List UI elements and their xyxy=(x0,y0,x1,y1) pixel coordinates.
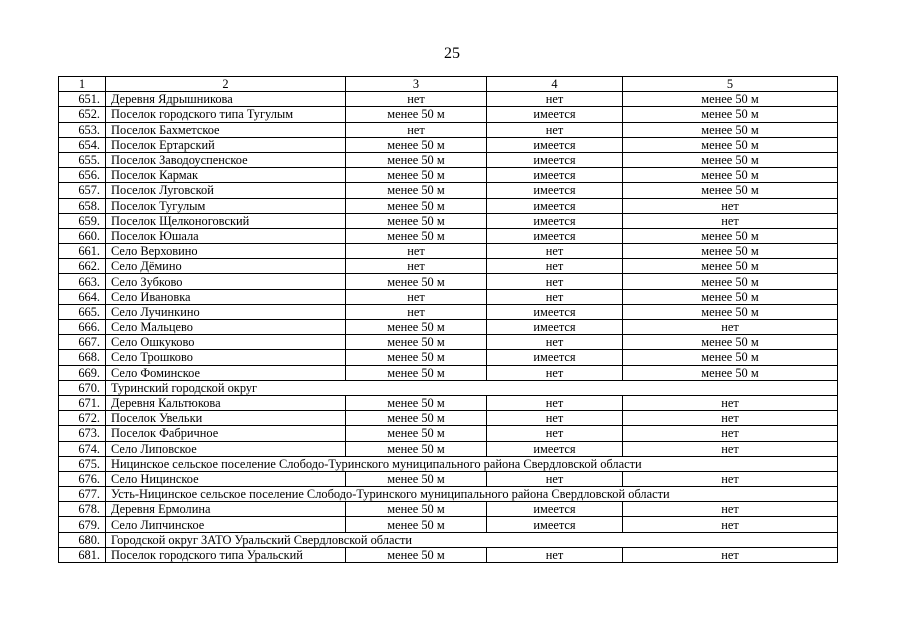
row-number-cell: 679. xyxy=(59,517,106,532)
column-4-cell: имеется xyxy=(487,168,623,183)
table-section-row xyxy=(59,487,838,502)
settlement-name-cell: Деревня Ядрышникова xyxy=(106,92,346,107)
column-5-cell: менее 50 м xyxy=(623,259,838,274)
table-row xyxy=(59,213,838,228)
table-row xyxy=(59,228,838,243)
column-5-cell: нет xyxy=(623,441,838,456)
column-3-cell: нет xyxy=(346,92,487,107)
column-3-cell: менее 50 м xyxy=(346,274,487,289)
table-row xyxy=(59,259,838,274)
section-title-cell: Усть-Ницинское сельское поселение Слободо-Туринского муниципального района Свердловской области xyxy=(106,487,838,502)
settlement-name-cell: Поселок Ертарский xyxy=(106,137,346,152)
column-4-cell: имеется xyxy=(487,350,623,365)
column-4-cell: нет xyxy=(487,411,623,426)
settlement-name-cell: Село Лучинкино xyxy=(106,304,346,319)
column-4-cell: имеется xyxy=(487,137,623,152)
table-section-row xyxy=(59,380,838,395)
table-row xyxy=(59,107,838,122)
column-4-cell: имеется xyxy=(487,107,623,122)
column-3-cell: менее 50 м xyxy=(346,183,487,198)
column-4-cell: имеется xyxy=(487,502,623,517)
header-cell: 1 xyxy=(59,77,106,92)
settlement-name-cell: Село Верховино xyxy=(106,244,346,259)
settlement-name-cell: Поселок Фабричное xyxy=(106,426,346,441)
row-number-cell: 654. xyxy=(59,137,106,152)
table-row xyxy=(59,426,838,441)
settlement-name-cell: Поселок Тугулым xyxy=(106,198,346,213)
column-3-cell: нет xyxy=(346,259,487,274)
column-4-cell: имеется xyxy=(487,198,623,213)
row-number-cell: 660. xyxy=(59,228,106,243)
column-4-cell: нет xyxy=(487,395,623,410)
row-number-cell: 677. xyxy=(59,487,106,502)
column-3-cell: менее 50 м xyxy=(346,426,487,441)
column-5-cell: менее 50 м xyxy=(623,92,838,107)
column-3-cell: менее 50 м xyxy=(346,335,487,350)
table-row xyxy=(59,502,838,517)
header-cell: 4 xyxy=(487,77,623,92)
section-title-cell: Ницинское сельское поселение Слободо-Туринского муниципального района Свердловской области xyxy=(106,456,838,471)
column-5-cell: менее 50 м xyxy=(623,183,838,198)
column-4-cell: имеется xyxy=(487,441,623,456)
row-number-cell: 651. xyxy=(59,92,106,107)
table-row xyxy=(59,411,838,426)
column-3-cell: менее 50 м xyxy=(346,547,487,562)
column-5-cell: нет xyxy=(623,471,838,486)
row-number-cell: 670. xyxy=(59,380,106,395)
column-5-cell: нет xyxy=(623,426,838,441)
column-5-cell: нет xyxy=(623,198,838,213)
table-row xyxy=(59,244,838,259)
column-4-cell: нет xyxy=(487,244,623,259)
column-4-cell: нет xyxy=(487,289,623,304)
table-row xyxy=(59,335,838,350)
row-number-cell: 656. xyxy=(59,168,106,183)
column-3-cell: менее 50 м xyxy=(346,168,487,183)
column-5-cell: менее 50 м xyxy=(623,152,838,167)
settlement-name-cell: Село Зубково xyxy=(106,274,346,289)
column-3-cell: нет xyxy=(346,289,487,304)
table-row xyxy=(59,122,838,137)
table-row xyxy=(59,304,838,319)
column-3-cell: менее 50 м xyxy=(346,471,487,486)
column-4-cell: нет xyxy=(487,365,623,380)
column-5-cell: менее 50 м xyxy=(623,289,838,304)
column-4-cell: нет xyxy=(487,426,623,441)
column-3-cell: менее 50 м xyxy=(346,502,487,517)
column-5-cell: менее 50 м xyxy=(623,335,838,350)
settlement-name-cell: Поселок Юшала xyxy=(106,228,346,243)
page-number: 25 xyxy=(444,45,460,62)
row-number-cell: 669. xyxy=(59,365,106,380)
row-number-cell: 672. xyxy=(59,411,106,426)
column-3-cell: нет xyxy=(346,304,487,319)
table-row xyxy=(59,441,838,456)
column-3-cell: менее 50 м xyxy=(346,107,487,122)
row-number-cell: 673. xyxy=(59,426,106,441)
column-5-cell: нет xyxy=(623,213,838,228)
column-5-cell: нет xyxy=(623,502,838,517)
table-section-row xyxy=(59,532,838,547)
column-5-cell: менее 50 м xyxy=(623,107,838,122)
header-cell: 2 xyxy=(106,77,346,92)
row-number-cell: 663. xyxy=(59,274,106,289)
settlement-name-cell: Село Дёмино xyxy=(106,259,346,274)
column-3-cell: менее 50 м xyxy=(346,198,487,213)
column-3-cell: менее 50 м xyxy=(346,365,487,380)
row-number-cell: 676. xyxy=(59,471,106,486)
row-number-cell: 674. xyxy=(59,441,106,456)
row-number-cell: 668. xyxy=(59,350,106,365)
column-4-cell: нет xyxy=(487,471,623,486)
column-3-cell: менее 50 м xyxy=(346,441,487,456)
column-4-cell: нет xyxy=(487,335,623,350)
settlement-name-cell: Поселок Заводоуспенское xyxy=(106,152,346,167)
column-5-cell: нет xyxy=(623,320,838,335)
column-4-cell: имеется xyxy=(487,228,623,243)
settlement-name-cell: Деревня Кальтюкова xyxy=(106,395,346,410)
column-5-cell: менее 50 м xyxy=(623,274,838,289)
table-header-row xyxy=(59,77,838,92)
table-row xyxy=(59,137,838,152)
row-number-cell: 675. xyxy=(59,456,106,471)
header-cell: 3 xyxy=(346,77,487,92)
column-5-cell: менее 50 м xyxy=(623,350,838,365)
table-row xyxy=(59,198,838,213)
column-5-cell: менее 50 м xyxy=(623,137,838,152)
column-3-cell: менее 50 м xyxy=(346,320,487,335)
row-number-cell: 652. xyxy=(59,107,106,122)
table-section-row xyxy=(59,456,838,471)
table-row xyxy=(59,547,838,562)
settlement-name-cell: Поселок Луговской xyxy=(106,183,346,198)
settlement-name-cell: Деревня Ермолина xyxy=(106,502,346,517)
row-number-cell: 671. xyxy=(59,395,106,410)
column-5-cell: нет xyxy=(623,547,838,562)
row-number-cell: 655. xyxy=(59,152,106,167)
settlement-name-cell: Поселок городского типа Уральский xyxy=(106,547,346,562)
settlement-name-cell: Поселок Бахметское xyxy=(106,122,346,137)
column-5-cell: менее 50 м xyxy=(623,304,838,319)
column-4-cell: имеется xyxy=(487,320,623,335)
settlement-name-cell: Поселок Увельки xyxy=(106,411,346,426)
column-5-cell: нет xyxy=(623,411,838,426)
settlement-name-cell: Поселок Кармак xyxy=(106,168,346,183)
header-cell: 5 xyxy=(623,77,838,92)
settlements-table xyxy=(58,76,838,563)
column-3-cell: менее 50 м xyxy=(346,517,487,532)
row-number-cell: 658. xyxy=(59,198,106,213)
column-5-cell: нет xyxy=(623,395,838,410)
row-number-cell: 664. xyxy=(59,289,106,304)
column-5-cell: менее 50 м xyxy=(623,122,838,137)
column-5-cell: менее 50 м xyxy=(623,244,838,259)
column-3-cell: менее 50 м xyxy=(346,350,487,365)
row-number-cell: 659. xyxy=(59,213,106,228)
column-4-cell: имеется xyxy=(487,183,623,198)
table-row xyxy=(59,152,838,167)
table-row xyxy=(59,471,838,486)
settlement-name-cell: Село Ницинское xyxy=(106,471,346,486)
column-5-cell: менее 50 м xyxy=(623,228,838,243)
settlement-name-cell: Поселок городского типа Тугулым xyxy=(106,107,346,122)
settlement-name-cell: Село Мальцево xyxy=(106,320,346,335)
column-3-cell: менее 50 м xyxy=(346,137,487,152)
column-3-cell: менее 50 м xyxy=(346,395,487,410)
column-4-cell: имеется xyxy=(487,152,623,167)
row-number-cell: 678. xyxy=(59,502,106,517)
column-4-cell: имеется xyxy=(487,304,623,319)
row-number-cell: 667. xyxy=(59,335,106,350)
row-number-cell: 681. xyxy=(59,547,106,562)
section-title-cell: Туринский городской округ xyxy=(106,380,838,395)
table-row xyxy=(59,350,838,365)
row-number-cell: 653. xyxy=(59,122,106,137)
table-row xyxy=(59,92,838,107)
settlement-name-cell: Село Ивановка xyxy=(106,289,346,304)
column-5-cell: нет xyxy=(623,517,838,532)
settlement-name-cell: Село Липчинское xyxy=(106,517,346,532)
table-row xyxy=(59,517,838,532)
settlement-name-cell: Поселок Щелконоговский xyxy=(106,213,346,228)
column-4-cell: имеется xyxy=(487,213,623,228)
settlement-name-cell: Село Ошкуково xyxy=(106,335,346,350)
table-row xyxy=(59,289,838,304)
row-number-cell: 680. xyxy=(59,532,106,547)
column-4-cell: нет xyxy=(487,122,623,137)
column-4-cell: имеется xyxy=(487,517,623,532)
column-5-cell: менее 50 м xyxy=(623,365,838,380)
row-number-cell: 665. xyxy=(59,304,106,319)
column-5-cell: менее 50 м xyxy=(623,168,838,183)
row-number-cell: 666. xyxy=(59,320,106,335)
row-number-cell: 661. xyxy=(59,244,106,259)
table-row xyxy=(59,320,838,335)
table-row xyxy=(59,365,838,380)
column-4-cell: нет xyxy=(487,259,623,274)
column-4-cell: нет xyxy=(487,547,623,562)
table-row xyxy=(59,183,838,198)
table-row xyxy=(59,168,838,183)
column-3-cell: менее 50 м xyxy=(346,411,487,426)
row-number-cell: 657. xyxy=(59,183,106,198)
column-3-cell: нет xyxy=(346,244,487,259)
column-3-cell: менее 50 м xyxy=(346,152,487,167)
row-number-cell: 662. xyxy=(59,259,106,274)
table-row xyxy=(59,274,838,289)
settlement-name-cell: Село Трошково xyxy=(106,350,346,365)
table-row xyxy=(59,395,838,410)
column-3-cell: нет xyxy=(346,122,487,137)
column-3-cell: менее 50 м xyxy=(346,228,487,243)
section-title-cell: Городской округ ЗАТО Уральский Свердловской области xyxy=(106,532,838,547)
settlement-name-cell: Село Липовское xyxy=(106,441,346,456)
column-4-cell: нет xyxy=(487,274,623,289)
column-3-cell: менее 50 м xyxy=(346,213,487,228)
column-4-cell: нет xyxy=(487,92,623,107)
settlement-name-cell: Село Фоминское xyxy=(106,365,346,380)
